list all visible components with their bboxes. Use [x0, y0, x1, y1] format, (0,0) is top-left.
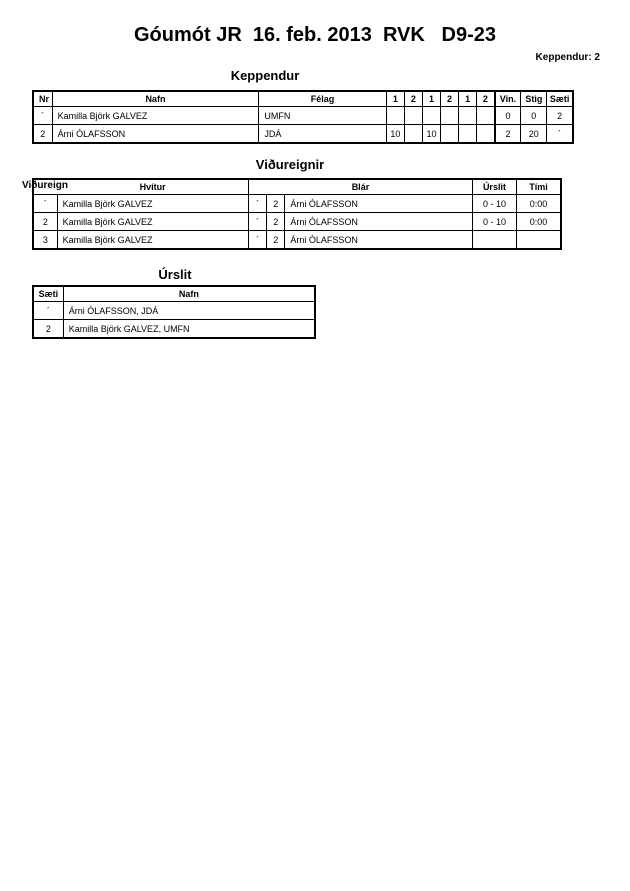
cell-nr: 2: [33, 125, 52, 144]
competitors-heading: Keppendur: [230, 68, 300, 83]
cell-white-nr: ´: [249, 195, 267, 213]
cell-white-nr: ´: [249, 213, 267, 231]
cell-white: Kamilla Björk GALVEZ: [57, 213, 248, 231]
cell-round: [440, 125, 458, 144]
col-round: 1: [422, 91, 440, 107]
matches-heading: Viðureignir: [255, 157, 325, 172]
col-time: Tími: [517, 179, 561, 195]
col-white: Hvítur: [57, 179, 248, 195]
cell-name: Árni ÓLAFSSON, JDÁ: [63, 302, 315, 320]
results-table: [32, 285, 316, 339]
col-club: Félag: [259, 91, 386, 107]
cell-white: Kamilla Björk GALVEZ: [57, 231, 248, 250]
table-row: [33, 195, 561, 213]
table-row: [33, 125, 573, 144]
cell-club: UMFN: [259, 107, 386, 125]
cell-match: 3: [33, 231, 57, 250]
cell-round: [477, 125, 495, 144]
cell-time: 0:00: [517, 195, 561, 213]
cell-blue-nr: 2: [267, 213, 285, 231]
cell-round: [477, 107, 495, 125]
col-match-spacer: [33, 179, 57, 195]
cell-result: 0 - 10: [472, 213, 516, 231]
cell-round: [386, 107, 404, 125]
col-name: Nafn: [63, 286, 315, 302]
cell-wins: 0: [495, 107, 521, 125]
cell-white: Kamilla Björk GALVEZ: [57, 195, 248, 213]
col-wins: Vin.: [495, 91, 521, 107]
results-header-row: [33, 286, 315, 302]
cell-result: [472, 231, 516, 250]
cell-club: JDÁ: [259, 125, 386, 144]
cell-round: 10: [386, 125, 404, 144]
col-round: 1: [386, 91, 404, 107]
competitor-count: Keppendur: 2: [535, 52, 600, 63]
col-place: Sæti: [547, 91, 573, 107]
table-row: [33, 107, 573, 125]
table-row: [33, 320, 315, 339]
cell-points: 20: [521, 125, 547, 144]
cell-round: [459, 125, 477, 144]
cell-white-nr: ´: [249, 231, 267, 250]
cell-nr: ´: [33, 107, 52, 125]
cell-time: 0:00: [517, 213, 561, 231]
results-heading: Úrslit: [158, 267, 192, 282]
col-blue: Blár: [249, 179, 473, 195]
cell-name: Kamilla Björk GALVEZ, UMFN: [63, 320, 315, 339]
cell-round: [404, 107, 422, 125]
competitors-header-row: [33, 91, 573, 107]
cell-match: 2: [33, 213, 57, 231]
cell-wins: 2: [495, 125, 521, 144]
cell-round: 10: [422, 125, 440, 144]
cell-round: [422, 107, 440, 125]
table-row: [33, 302, 315, 320]
matches-table: [32, 178, 562, 250]
cell-round: [440, 107, 458, 125]
cell-blue: Árni ÓLAFSSON: [285, 231, 472, 250]
competitors-table: [32, 90, 574, 144]
col-result: Úrslit: [472, 179, 516, 195]
cell-time: [517, 231, 561, 250]
col-name: Nafn: [52, 91, 259, 107]
cell-points: 0: [521, 107, 547, 125]
cell-blue-nr: 2: [267, 231, 285, 250]
col-place: Sæti: [33, 286, 63, 302]
cell-name: Árni ÓLAFSSON: [52, 125, 259, 144]
cell-round: [459, 107, 477, 125]
cell-place: ´: [547, 125, 573, 144]
cell-name: Kamilla Björk GALVEZ: [52, 107, 259, 125]
cell-place: 2: [547, 107, 573, 125]
cell-result: 0 - 10: [472, 195, 516, 213]
page-title: Góumót JR 16. feb. 2013 RVK D9-23: [134, 24, 496, 46]
col-round: 1: [459, 91, 477, 107]
table-row: [33, 213, 561, 231]
col-nr: Nr: [33, 91, 52, 107]
col-match: Viðureign: [22, 180, 68, 191]
cell-blue: Árni ÓLAFSSON: [285, 195, 472, 213]
cell-round: [404, 125, 422, 144]
col-points: Stig: [521, 91, 547, 107]
col-round: 2: [440, 91, 458, 107]
col-round: 2: [477, 91, 495, 107]
cell-place: 2: [33, 320, 63, 339]
cell-place: ´: [33, 302, 63, 320]
cell-blue: Árni ÓLAFSSON: [285, 213, 472, 231]
cell-match: ´: [33, 195, 57, 213]
matches-header-row: [33, 179, 561, 195]
table-row: [33, 231, 561, 250]
cell-blue-nr: 2: [267, 195, 285, 213]
col-round: 2: [404, 91, 422, 107]
